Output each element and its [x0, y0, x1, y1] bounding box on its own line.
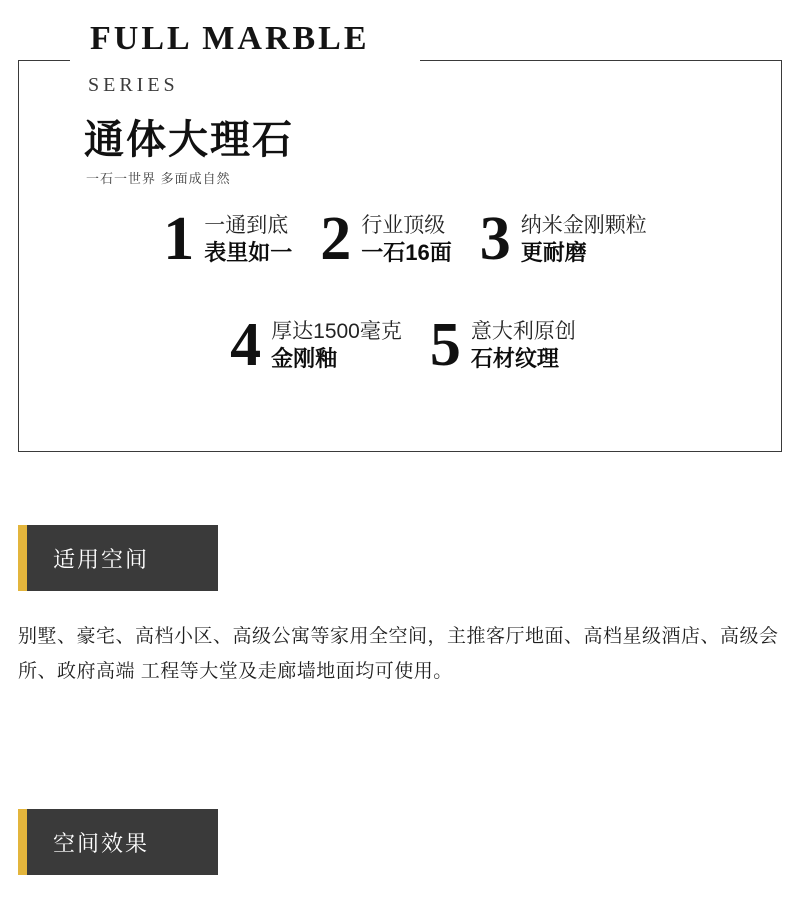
feature-line-secondary: 金刚釉 — [271, 346, 338, 372]
body-paragraph: 别墅、豪宅、高档小区、高级公寓等家用全空间，主推客厅地面、高档星级酒店、高级会所、政府高端 工程等大堂及走廊墙地面均可使用。 — [18, 626, 779, 683]
feature-number: 1 — [163, 205, 195, 273]
feature-line-primary: 厚达1500毫克 — [271, 319, 402, 343]
page-subtitle-en: SERIES — [88, 74, 179, 96]
feature-line-primary: 行业顶级 — [361, 214, 446, 238]
feature-item — [429, 310, 576, 379]
section-heading-label: 空间效果 — [27, 809, 218, 875]
section-accent-bar — [18, 809, 27, 875]
page-title: FULL MARBLE — [80, 22, 384, 56]
feature-text — [521, 213, 647, 267]
feature-text — [471, 319, 576, 373]
feature-item — [230, 310, 402, 379]
feature-line-primary: 意大利原创 — [470, 319, 576, 343]
feature-line-secondary: 表里如一 — [204, 240, 293, 266]
section-accent-bar — [18, 525, 27, 591]
feature-line-secondary: 更耐磨 — [520, 240, 587, 266]
feature-line-secondary: 一石16面 — [361, 240, 452, 266]
feature-number: 5 — [429, 310, 461, 379]
feature-text — [271, 319, 402, 373]
feature-line-secondary: 石材纹理 — [470, 346, 559, 372]
feature-list — [18, 205, 782, 379]
hero-panel — [18, 22, 782, 452]
feature-text — [361, 213, 451, 267]
section-heading-applicable-space — [18, 525, 218, 591]
page-title-cn: 通体大理石 — [84, 118, 294, 162]
feature-item — [163, 205, 293, 273]
feature-number: 2 — [320, 205, 352, 273]
feature-line-primary: 纳米金刚颗粒 — [520, 214, 647, 238]
feature-line-primary: 一通到底 — [204, 214, 289, 238]
feature-number: 4 — [230, 310, 262, 379]
page-tagline: 一石一世界 多面成自然 — [86, 171, 231, 186]
feature-row-bottom — [18, 310, 782, 379]
section-heading-space-effect — [18, 809, 218, 875]
feature-item — [479, 205, 647, 273]
feature-item — [320, 205, 452, 273]
feature-row-top — [18, 205, 782, 273]
feature-number: 3 — [479, 205, 511, 273]
feature-text — [204, 213, 292, 267]
section-heading-label: 适用空间 — [27, 525, 218, 591]
